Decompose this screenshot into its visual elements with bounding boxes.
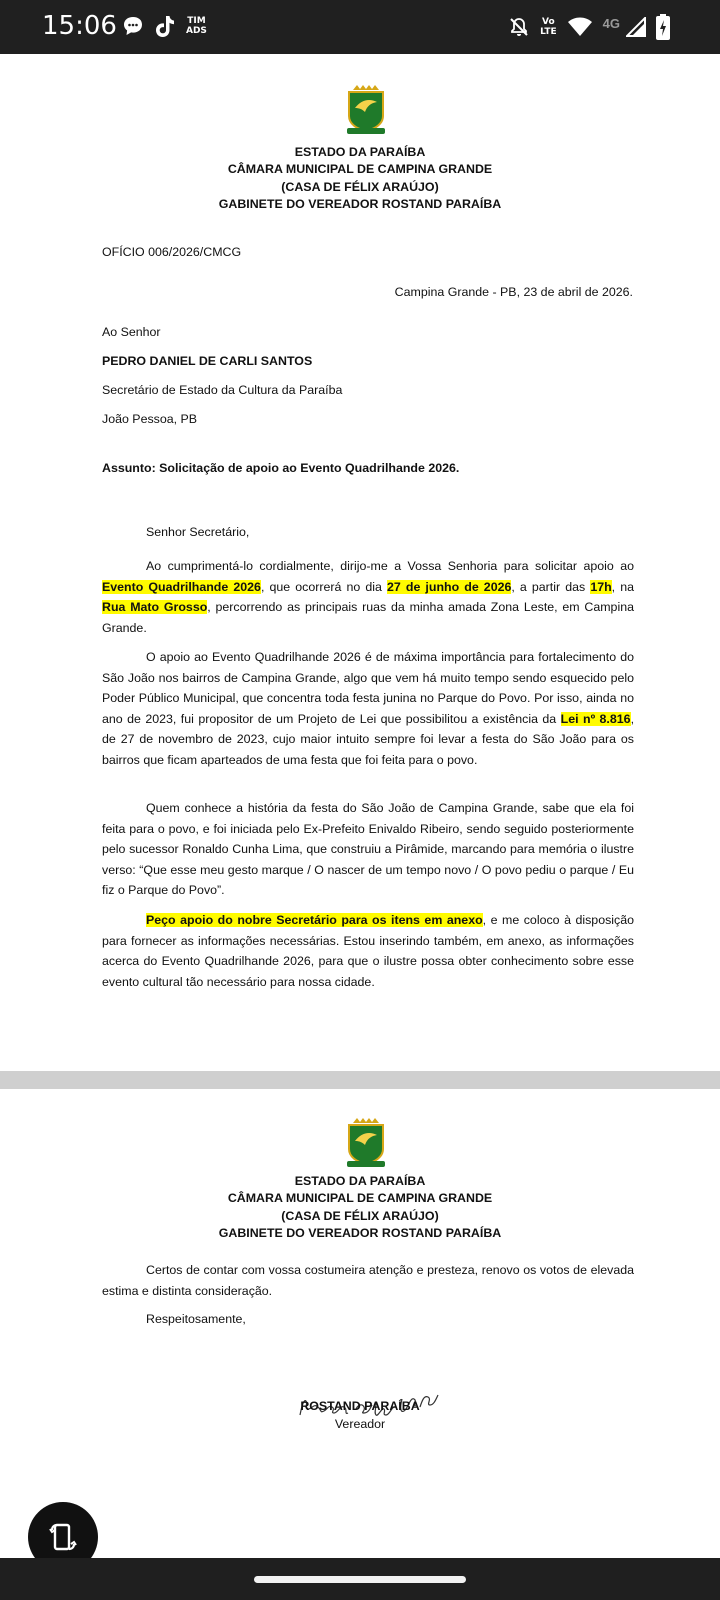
navigation-bar (0, 1558, 720, 1600)
do-not-disturb-bell-off-icon (508, 16, 530, 38)
highlight-law: Lei nº 8.816 (560, 711, 631, 726)
paragraph-3: Quem conhece a história da festa do São João de Campina Grande, sabe que ela foi feita para o povo, e foi iniciada pelo Ex-Prefeito Enivaldo Ribeiro, sendo seguido posteriormente pelo sucessor Ronaldo Cunha Lima, que construiu a Pirâmide, marcando para memória o ilustre verso: “Que esse meu gesto marque / O nascer de um tempo novo / O povo pediu o parque / Eu fiz o Parque do Povo”. (102, 801, 634, 897)
highlight-date: 27 de junho de 2026 (387, 579, 512, 594)
tiktok-icon (154, 14, 176, 38)
highlight-event: Evento Quadrilhande 2026 (102, 579, 261, 594)
header-line-state: ESTADO DA PARAÍBA (294, 145, 426, 159)
header-line-chamber: CÂMARA MUNICIPAL DE CAMPINA GRANDE (227, 162, 493, 177)
recipient-city: João Pessoa, PB (102, 412, 198, 426)
highlight-time: 17h (590, 579, 612, 594)
letter-header (0, 1173, 720, 1242)
status-bar (0, 0, 720, 54)
date-line: Campina Grande - PB, 23 de abril de 2026. (394, 285, 633, 299)
notification-icons (122, 14, 207, 38)
oficio-number: OFÍCIO 006/2026/CMCG (102, 245, 242, 259)
volte-indicator: Vo LTE (540, 17, 557, 37)
highlight-street: Rua Mato Grosso (102, 600, 208, 614)
home-gesture-handle[interactable] (254, 1576, 466, 1583)
document-page-2 (0, 1089, 720, 1558)
status-time: 15:06 (42, 11, 117, 41)
subject-line: Assunto: Solicitação de apoio ao Evento Quadrilhande 2026. (102, 461, 460, 475)
system-icons (508, 14, 670, 40)
letter-header (0, 144, 720, 213)
document-page-1 (0, 54, 720, 1071)
network-type: 4G (602, 15, 620, 31)
valediction: Respeitosamente, (146, 1312, 246, 1326)
header-line-office: GABINETE DO VEREADOR ROSTAND PARAÍBA (218, 1225, 502, 1240)
document-viewer[interactable] (0, 54, 720, 1558)
carrier-ads-indicator: TIM ADS (186, 16, 207, 36)
signal-icon (626, 17, 646, 37)
signer-name: ROSTAND PARAÍBA (300, 1399, 420, 1413)
addressee-intro: Ao Senhor (102, 325, 161, 339)
paragraph-2: O apoio ao Evento Quadrilhande 2026 é de máxima importância para fortalecimento do São João nos bairros de Campina Grande, algo que vem há muito tempo sendo esquecido pelo Poder Público Municipal, que concentra toda festa junina no Parque do Povo. Por isso, ainda no ano de 2023, fui propositor de um Projeto de Lei que possibilitou a existência da Lei nº 8.816, de 27 de novembro de 2023, cujo maior intuito sempre foi levar a festa do São João para os bairros que ficam aparteados de uma festa que foi feita para o povo. (102, 650, 635, 767)
closing-paragraph: Certos de contar com vossa costumeira atenção e presteza, renovo os votos de elevada estima e distinta consideração. (102, 1263, 634, 1298)
battery-icon (656, 14, 670, 40)
salutation: Senhor Secretário, (146, 525, 250, 539)
municipal-crest-icon (345, 1117, 387, 1169)
wifi-icon (567, 16, 593, 38)
paragraph-4: Peço apoio do nobre Secretário para os itens em anexo, e me coloco à disposição para fornecer as informações necessárias. Estou inserindo também, em anexo, as informações acerca do Evento Quadrilhande 2026, para que o ilustre possa obter conhecimento sobre esse evento cultural tão necessário para nossa cidade. (102, 913, 635, 989)
header-line-office: GABINETE DO VEREADOR ROSTAND PARAÍBA (218, 196, 502, 211)
municipal-crest-icon (345, 84, 387, 136)
header-line-house: (CASA DE FÉLIX ARAÚJO) (281, 1208, 439, 1223)
chat-bubble-icon (122, 15, 144, 37)
paragraph-1: Ao cumprimentá-lo cordialmente, dirijo-me a Vossa Senhoria para solicitar apoio ao Evento Quadrilhande 2026, que ocorrerá no dia 27 de junho de 2026, a partir das 17h, na Rua Mato Grosso, percorrendo as principais ruas da minha amada Zona Leste, em Campina Grande. (102, 559, 634, 635)
rotate-screen-icon (46, 1520, 80, 1554)
highlight-request: Peço apoio do nobre Secretário para os itens em anexo (146, 913, 483, 927)
header-line-state: ESTADO DA PARAÍBA (294, 1174, 426, 1188)
recipient-title: Secretário de Estado da Cultura da Paraíba (102, 383, 343, 397)
recipient-name: PEDRO DANIEL DE CARLI SANTOS (102, 354, 313, 368)
header-line-chamber: CÂMARA MUNICIPAL DE CAMPINA GRANDE (227, 1191, 493, 1206)
signer-role: Vereador (334, 1417, 386, 1431)
header-line-house: (CASA DE FÉLIX ARAÚJO) (281, 179, 439, 194)
